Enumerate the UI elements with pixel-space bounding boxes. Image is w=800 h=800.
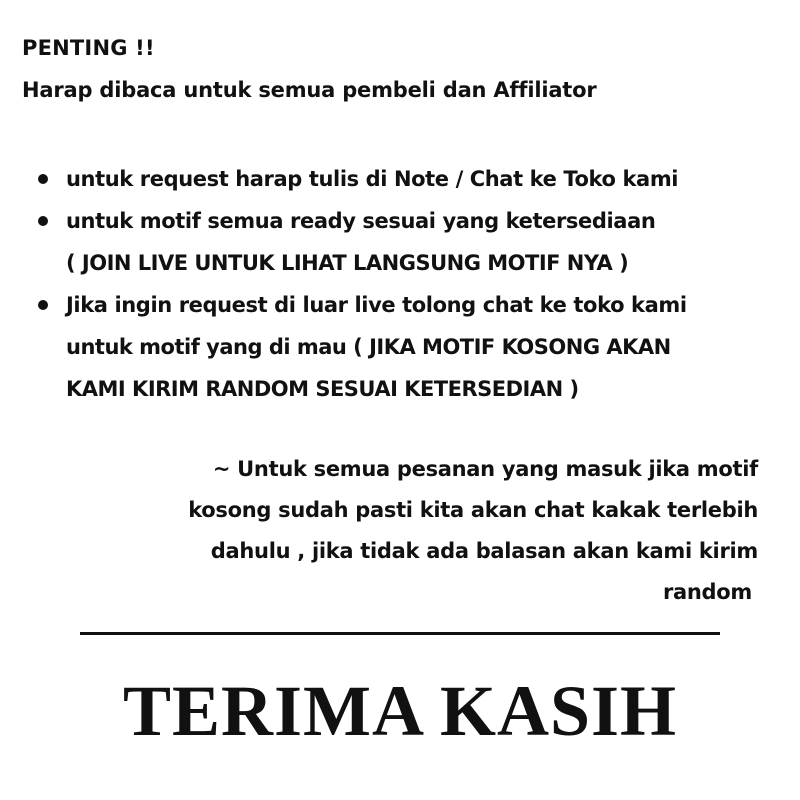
thank-you-heading: TERIMA KASIH [122,671,678,751]
bullet-dot-icon [38,174,48,184]
rule-item-outside-live [38,284,778,410]
rule-text: untuk motif semua ready sesuai yang ketersediaan [66,209,656,233]
notice-subtitle: Harap dibaca untuk semua pembeli dan Affiliator [22,78,597,102]
rule-text: Jika ingin request di luar live tolong chat ke toko kami [66,293,687,317]
rule-text-continued: ( JOIN LIVE UNTUK LIHAT LANGSUNG MOTIF NYA ) [66,251,629,275]
divider-line [80,632,720,635]
rules-list [38,158,778,410]
notice-title: PENTING !! [22,36,155,60]
bullet-dot-icon [38,300,48,310]
note-line: random [662,580,752,604]
rule-item-motif [38,200,778,284]
rule-text-continued: untuk motif yang di mau ( JIKA MOTIF KOSONG AKAN [66,335,671,359]
rule-text-continued: KAMI KIRIM RANDOM SESUAI KETERSEDIAN ) [66,377,579,401]
order-note [98,449,758,613]
rule-text: untuk request harap tulis di Note / Chat ke Toko kami [66,167,679,191]
bullet-dot-icon [38,216,48,226]
rule-item-request [38,158,778,200]
note-line: kosong sudah pasti kita akan chat kakak terlebih [188,498,758,522]
note-line: ~ Untuk semua pesanan yang masuk jika motif [212,457,758,481]
note-line: dahulu , jika tidak ada balasan akan kami kirim [210,539,758,563]
